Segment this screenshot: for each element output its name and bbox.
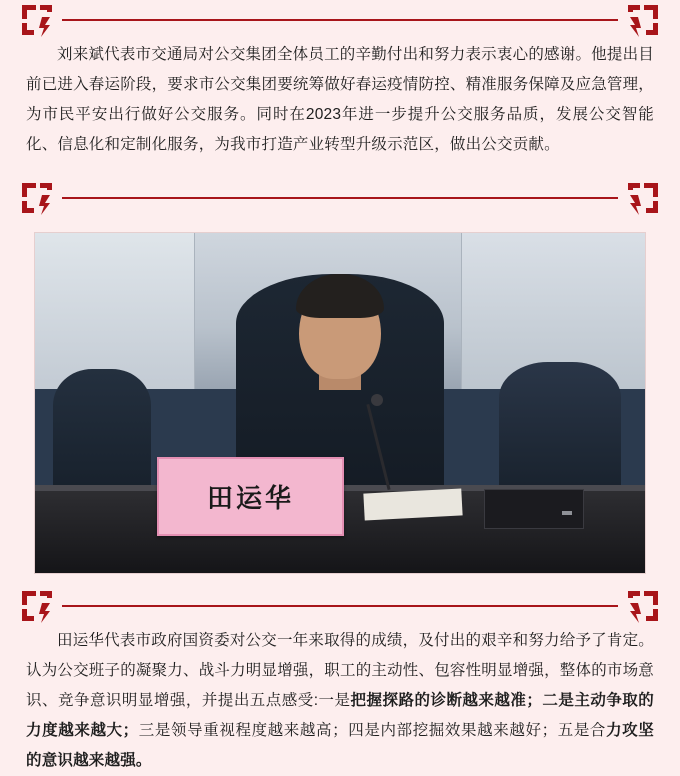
photo-nameplate-text: 田运华 xyxy=(206,483,294,514)
paragraph-block-2 xyxy=(0,626,680,776)
paragraph-2 xyxy=(26,626,654,776)
divider-rule xyxy=(62,605,618,607)
photo-equipment xyxy=(484,489,584,528)
photo-microphone-head xyxy=(371,394,383,406)
photo-documents xyxy=(364,489,463,521)
paragraph-2-bold-1: 把握探路的诊断越来越准；二是主动争取的力度越来越大； xyxy=(26,692,654,739)
photo-person-right xyxy=(499,362,621,498)
photo-container xyxy=(0,218,680,580)
photo-wall-panel-left xyxy=(35,233,195,389)
divider-bottom xyxy=(0,586,680,626)
divider-rule xyxy=(62,197,618,199)
corner-ornament-icon xyxy=(20,589,54,623)
photo-person-left xyxy=(53,369,151,498)
corner-ornament-icon xyxy=(626,3,660,37)
divider-top xyxy=(0,0,680,40)
divider-rule xyxy=(62,19,618,21)
divider-middle xyxy=(0,178,680,218)
corner-ornament-icon xyxy=(626,181,660,215)
corner-ornament-icon xyxy=(20,3,54,37)
paragraph-2-text-2: 三是领导重视程度越来越高；四是内部挖掘效果越来越好；五是合 xyxy=(138,722,607,739)
paragraph-2-text-1: 田运华代表市政府国资委对公交一年来取得的成绩，及付出的艰辛和努力给予了肯定。认为公交班子的凝聚力、战斗力明显增强，职工的主动性、包容性明显增强，整体的市场意识、竞争意识明显增强，并提出五点感受:一是 xyxy=(26,632,655,709)
photo-nameplate xyxy=(157,457,344,536)
paragraph-block-1 xyxy=(0,40,680,160)
paragraph-1: 刘来斌代表市交通局对公交集团全体员工的辛勤付出和努力表示衷心的感谢。他提出目前已进入春运阶段，要求市公交集团要统筹做好春运疫情防控、精准服务保障及应急管理，为市民平安出行做好公交服务。同时在2023年进一步提升公交服务品质，发展公交智能化、信息化和定制化服务，为我市打造产业转型升级示范区，做出公交贡献。 xyxy=(26,46,655,153)
photo-equipment-led xyxy=(562,511,572,515)
meeting-photo xyxy=(34,232,646,574)
paragraph-2-bold-2: 力攻坚的意识越来越强。 xyxy=(26,722,654,769)
corner-ornament-icon xyxy=(626,589,660,623)
corner-ornament-icon xyxy=(20,181,54,215)
